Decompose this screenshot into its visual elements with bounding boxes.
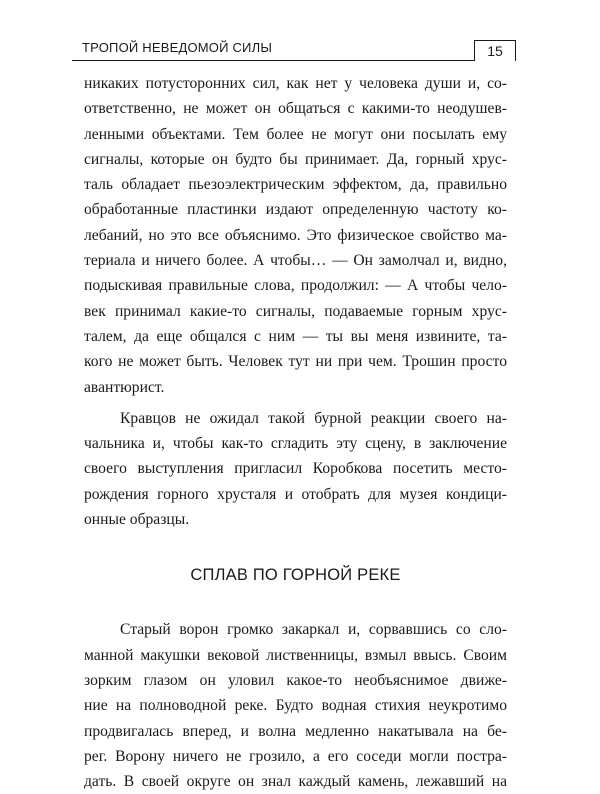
text-line: ответственно, не может он общаться с какими-то неодушев- [84, 100, 507, 118]
running-header [72, 40, 516, 62]
paragraph-raven [84, 617, 507, 794]
text-line: рождения горного хрусталя и отобрать для музея кондици- [84, 485, 507, 503]
running-title: ТРОПОЙ НЕВЕДОМОЙ СИЛЫ [82, 40, 273, 55]
text-line: манной макушки вековой лиственницы, взмыл ввысь. Своим [84, 646, 507, 664]
text-line: таль обладает пьезоэлектрическим эффектом, да, правильно [84, 176, 507, 194]
text-line: талем, да еще общался с ним — ты вы меня извините, та- [84, 327, 507, 345]
text-line: кого не может быть. Человек тут ни при чем. Трошин просто [84, 353, 507, 371]
text-line: обработанные пластинки издают определенную частоту ко- [84, 201, 507, 219]
text-line: продвигалась вперед, и волна медленно накатывала на бе- [84, 722, 507, 740]
text-line: дать. В своей округе он знал каждый камень, лежавший на [84, 773, 507, 791]
text-line: авантюрист. [84, 378, 165, 396]
page-number: 15 [474, 40, 516, 61]
text-line: своего выступления пригласил Коробкова посетить место- [84, 460, 507, 478]
text-line: ленными объектами. Тем более не могут они посылать ему [84, 125, 507, 143]
text-line: зорким глазом он уловил какое-то необъяснимое движе- [84, 671, 507, 689]
paragraph-kravtsov [84, 406, 507, 532]
text-line: Кравцов не ожидал такой бурной реакции своего на- [120, 409, 507, 427]
text-line: подыскивая правильные слова, продолжил: — А чтобы чело- [84, 277, 507, 295]
text-line: онные образцы. [84, 511, 190, 529]
text-line: чальника и, чтобы как-то сгладить эту сцену, в заключение [84, 435, 507, 453]
text-line: сигналы, которые он будто бы принимает. Да, горный хрус- [84, 150, 507, 168]
paragraph-continuation [84, 71, 507, 400]
text-line: никаких потусторонних сил, как нет у человека души и, со- [84, 75, 507, 92]
header-rule [72, 60, 516, 61]
text-line: Старый ворон громко закаркал и, сорвавшись со сло- [120, 621, 507, 639]
text-line: век принимал какие-то сигналы, подаваемые горным хрус- [84, 302, 507, 320]
page-body [84, 71, 507, 794]
text-line: рег. Ворону ничего не грозило, а его соседи могли постра- [84, 747, 507, 765]
text-line: ние на полноводной реке. Будто водная стихия неукротимо [84, 697, 507, 715]
text-line: лебаний, но это все объяснимо. Это физическое свойство ма- [84, 226, 507, 244]
section-heading: СПЛАВ ПО ГОРНОЙ РЕКЕ [190, 566, 401, 585]
text-line: териала и ничего более. А чтобы… — Он замолчал и, видно, [84, 252, 507, 270]
